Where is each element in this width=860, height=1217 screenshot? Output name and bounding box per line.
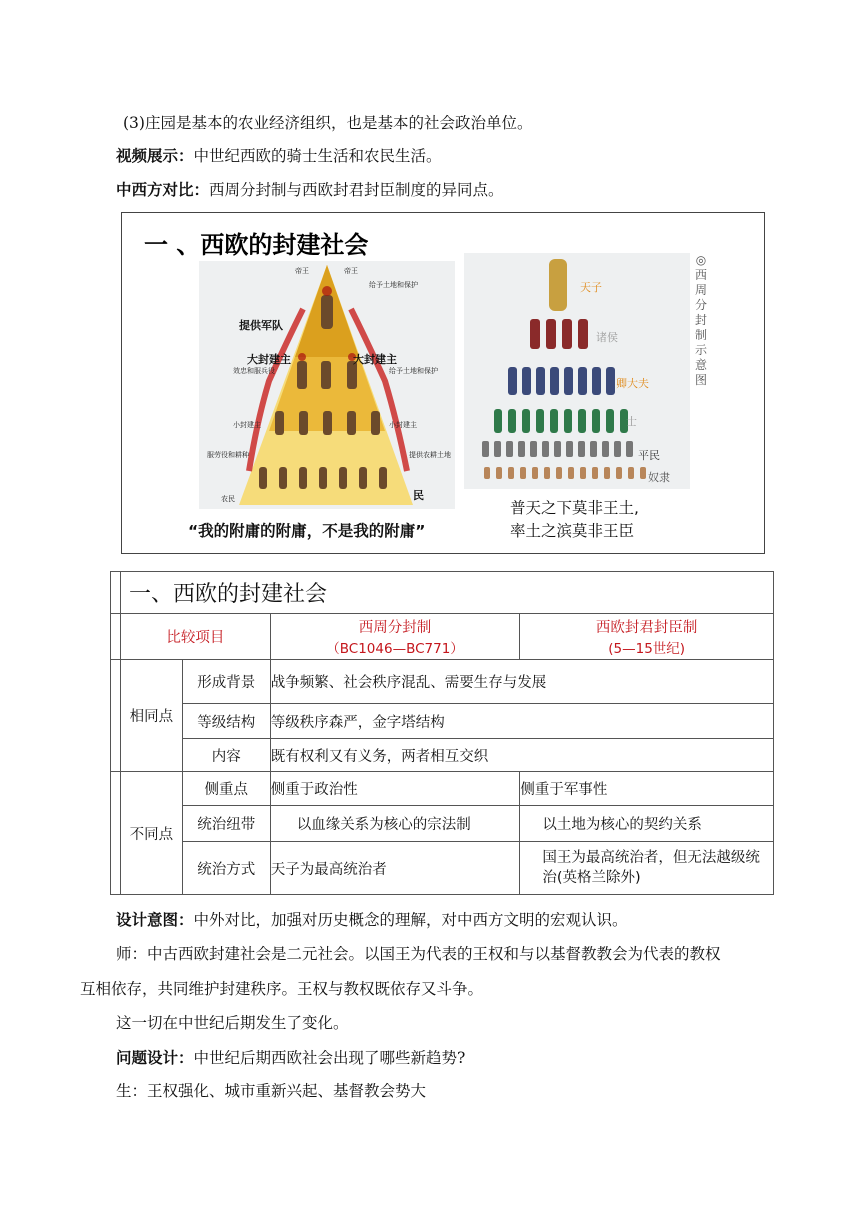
table-title: 一、西欧的封建社会 bbox=[120, 572, 773, 614]
label-grant-land: 给予土地和保护 bbox=[369, 281, 418, 289]
table-row bbox=[111, 704, 774, 739]
row-content: 战争频繁、社会秩序混乱、需要生存与发展 bbox=[270, 660, 773, 704]
label-qingdafu: 卿大夫 bbox=[616, 377, 649, 390]
feudal-pyramid-illustration bbox=[199, 261, 455, 509]
label-great-lord-right: 大封建主 bbox=[353, 353, 397, 366]
paragraph-student: 生：王权强化、城市重新兴起、基督教会势大 bbox=[116, 1082, 427, 1100]
caption-wang-tu: 普天之下莫非王土, bbox=[510, 499, 639, 517]
label-emperor-left: 帝王 bbox=[295, 267, 309, 275]
table-row bbox=[111, 772, 774, 806]
label-emperor-right: 帝王 bbox=[344, 267, 358, 275]
label-design-intent: 设计意图： bbox=[116, 911, 194, 929]
caption-wang-chen: 率土之滨莫非王臣 bbox=[510, 522, 635, 540]
label-provide-army: 提供军队 bbox=[239, 319, 283, 332]
right-vertical-caption: ◎西周分封制示意图 bbox=[694, 253, 707, 387]
row-label: 内容 bbox=[182, 739, 270, 772]
row-label: 侧重点 bbox=[182, 772, 270, 806]
label-video: 视频展示： bbox=[116, 147, 194, 165]
label-shi: 士 bbox=[626, 415, 637, 428]
paragraph-change: 这一切在中世纪后期发生了变化。 bbox=[116, 1014, 349, 1032]
row-europe: 国王为最高统治者，但无法越级统治(英格兰除外) bbox=[520, 842, 774, 895]
table-row bbox=[111, 660, 774, 704]
paragraph-video: 视频展示：中世纪西欧的骑士生活和农民生活。 bbox=[116, 147, 442, 165]
paragraph-question: 问题设计：中世纪后期西欧社会出现了哪些新趋势? bbox=[116, 1049, 466, 1067]
label-small-lord-left: 小封建主 bbox=[233, 421, 261, 429]
diff-points-label: 不同点 bbox=[120, 772, 182, 895]
label-grant-land-2: 给予土地和保护 bbox=[389, 367, 438, 375]
label-question: 问题设计： bbox=[116, 1049, 194, 1067]
label-farmland: 提供农耕土地 bbox=[409, 451, 451, 459]
label-peasant: 农民 bbox=[221, 495, 235, 503]
paragraph-teacher-1: 师：中古西欧封建社会是二元社会。以国王为代表的王权和与以基督教教会为代表的教权 bbox=[116, 945, 721, 963]
row-label: 形成背景 bbox=[182, 660, 270, 704]
label-labor: 服劳役和耕种 bbox=[207, 451, 249, 459]
row-zhou: 天子为最高统治者 bbox=[270, 842, 520, 895]
row-content: 等级秩序森严，金字塔结构 bbox=[270, 704, 773, 739]
label-loyalty: 效忠和服兵役 bbox=[233, 367, 275, 375]
figure-title: 一 、西欧的封建社会 bbox=[144, 231, 369, 259]
header-item: 比较项目 bbox=[120, 614, 270, 660]
paragraph-manor: (3)庄园是基本的农业经济组织，也是基本的社会政治单位。 bbox=[123, 114, 533, 132]
table-row bbox=[111, 806, 774, 842]
row-label: 统治方式 bbox=[182, 842, 270, 895]
row-content: 既有权利又有义务，两者相互交织 bbox=[270, 739, 773, 772]
label-nuli: 奴隶 bbox=[648, 471, 670, 484]
table-header-row bbox=[111, 614, 774, 660]
row-zhou: 侧重于政治性 bbox=[270, 772, 520, 806]
row-europe: 以土地为核心的契约关系 bbox=[520, 806, 774, 842]
header-west-zhou: 西周分封制 （BC1046—BC771） bbox=[270, 614, 520, 660]
label-compare: 中西方对比： bbox=[116, 181, 210, 199]
comparison-figure bbox=[121, 212, 765, 554]
row-label: 等级结构 bbox=[182, 704, 270, 739]
header-europe: 西欧封君封臣制 (5—15世纪) bbox=[520, 614, 774, 660]
paragraph-compare: 中西方对比：西周分封制与西欧封君封臣制度的异同点。 bbox=[116, 181, 504, 199]
label-zhuhou: 诸侯 bbox=[596, 331, 618, 344]
label-small-lord-right: 小封建主 bbox=[389, 421, 417, 429]
row-zhou: 以血缘关系为核心的宗法制 bbox=[270, 806, 520, 842]
table-row bbox=[111, 739, 774, 772]
same-points-label: 相同点 bbox=[120, 660, 182, 772]
label-tianzi: 天子 bbox=[580, 281, 602, 294]
label-great-lord-left: 大封建主 bbox=[247, 353, 291, 366]
row-label: 统治纽带 bbox=[182, 806, 270, 842]
comparison-table bbox=[110, 571, 774, 895]
label-min: 民 bbox=[413, 489, 424, 502]
paragraph-teacher-2: 互相依存，共同维护封建秩序。王权与教权既依存又斗争。 bbox=[80, 980, 484, 998]
table-row bbox=[111, 842, 774, 895]
zhou-feudal-illustration bbox=[464, 253, 690, 489]
row-europe: 侧重于军事性 bbox=[520, 772, 774, 806]
caption-vassal: “我的附庸的附庸，不是我的附庸” bbox=[188, 522, 426, 540]
label-pingmin: 平民 bbox=[638, 449, 660, 462]
table-title-row bbox=[111, 572, 774, 614]
paragraph-design-intent: 设计意图：中外对比，加强对历史概念的理解，对中西方文明的宏观认识。 bbox=[116, 911, 628, 929]
